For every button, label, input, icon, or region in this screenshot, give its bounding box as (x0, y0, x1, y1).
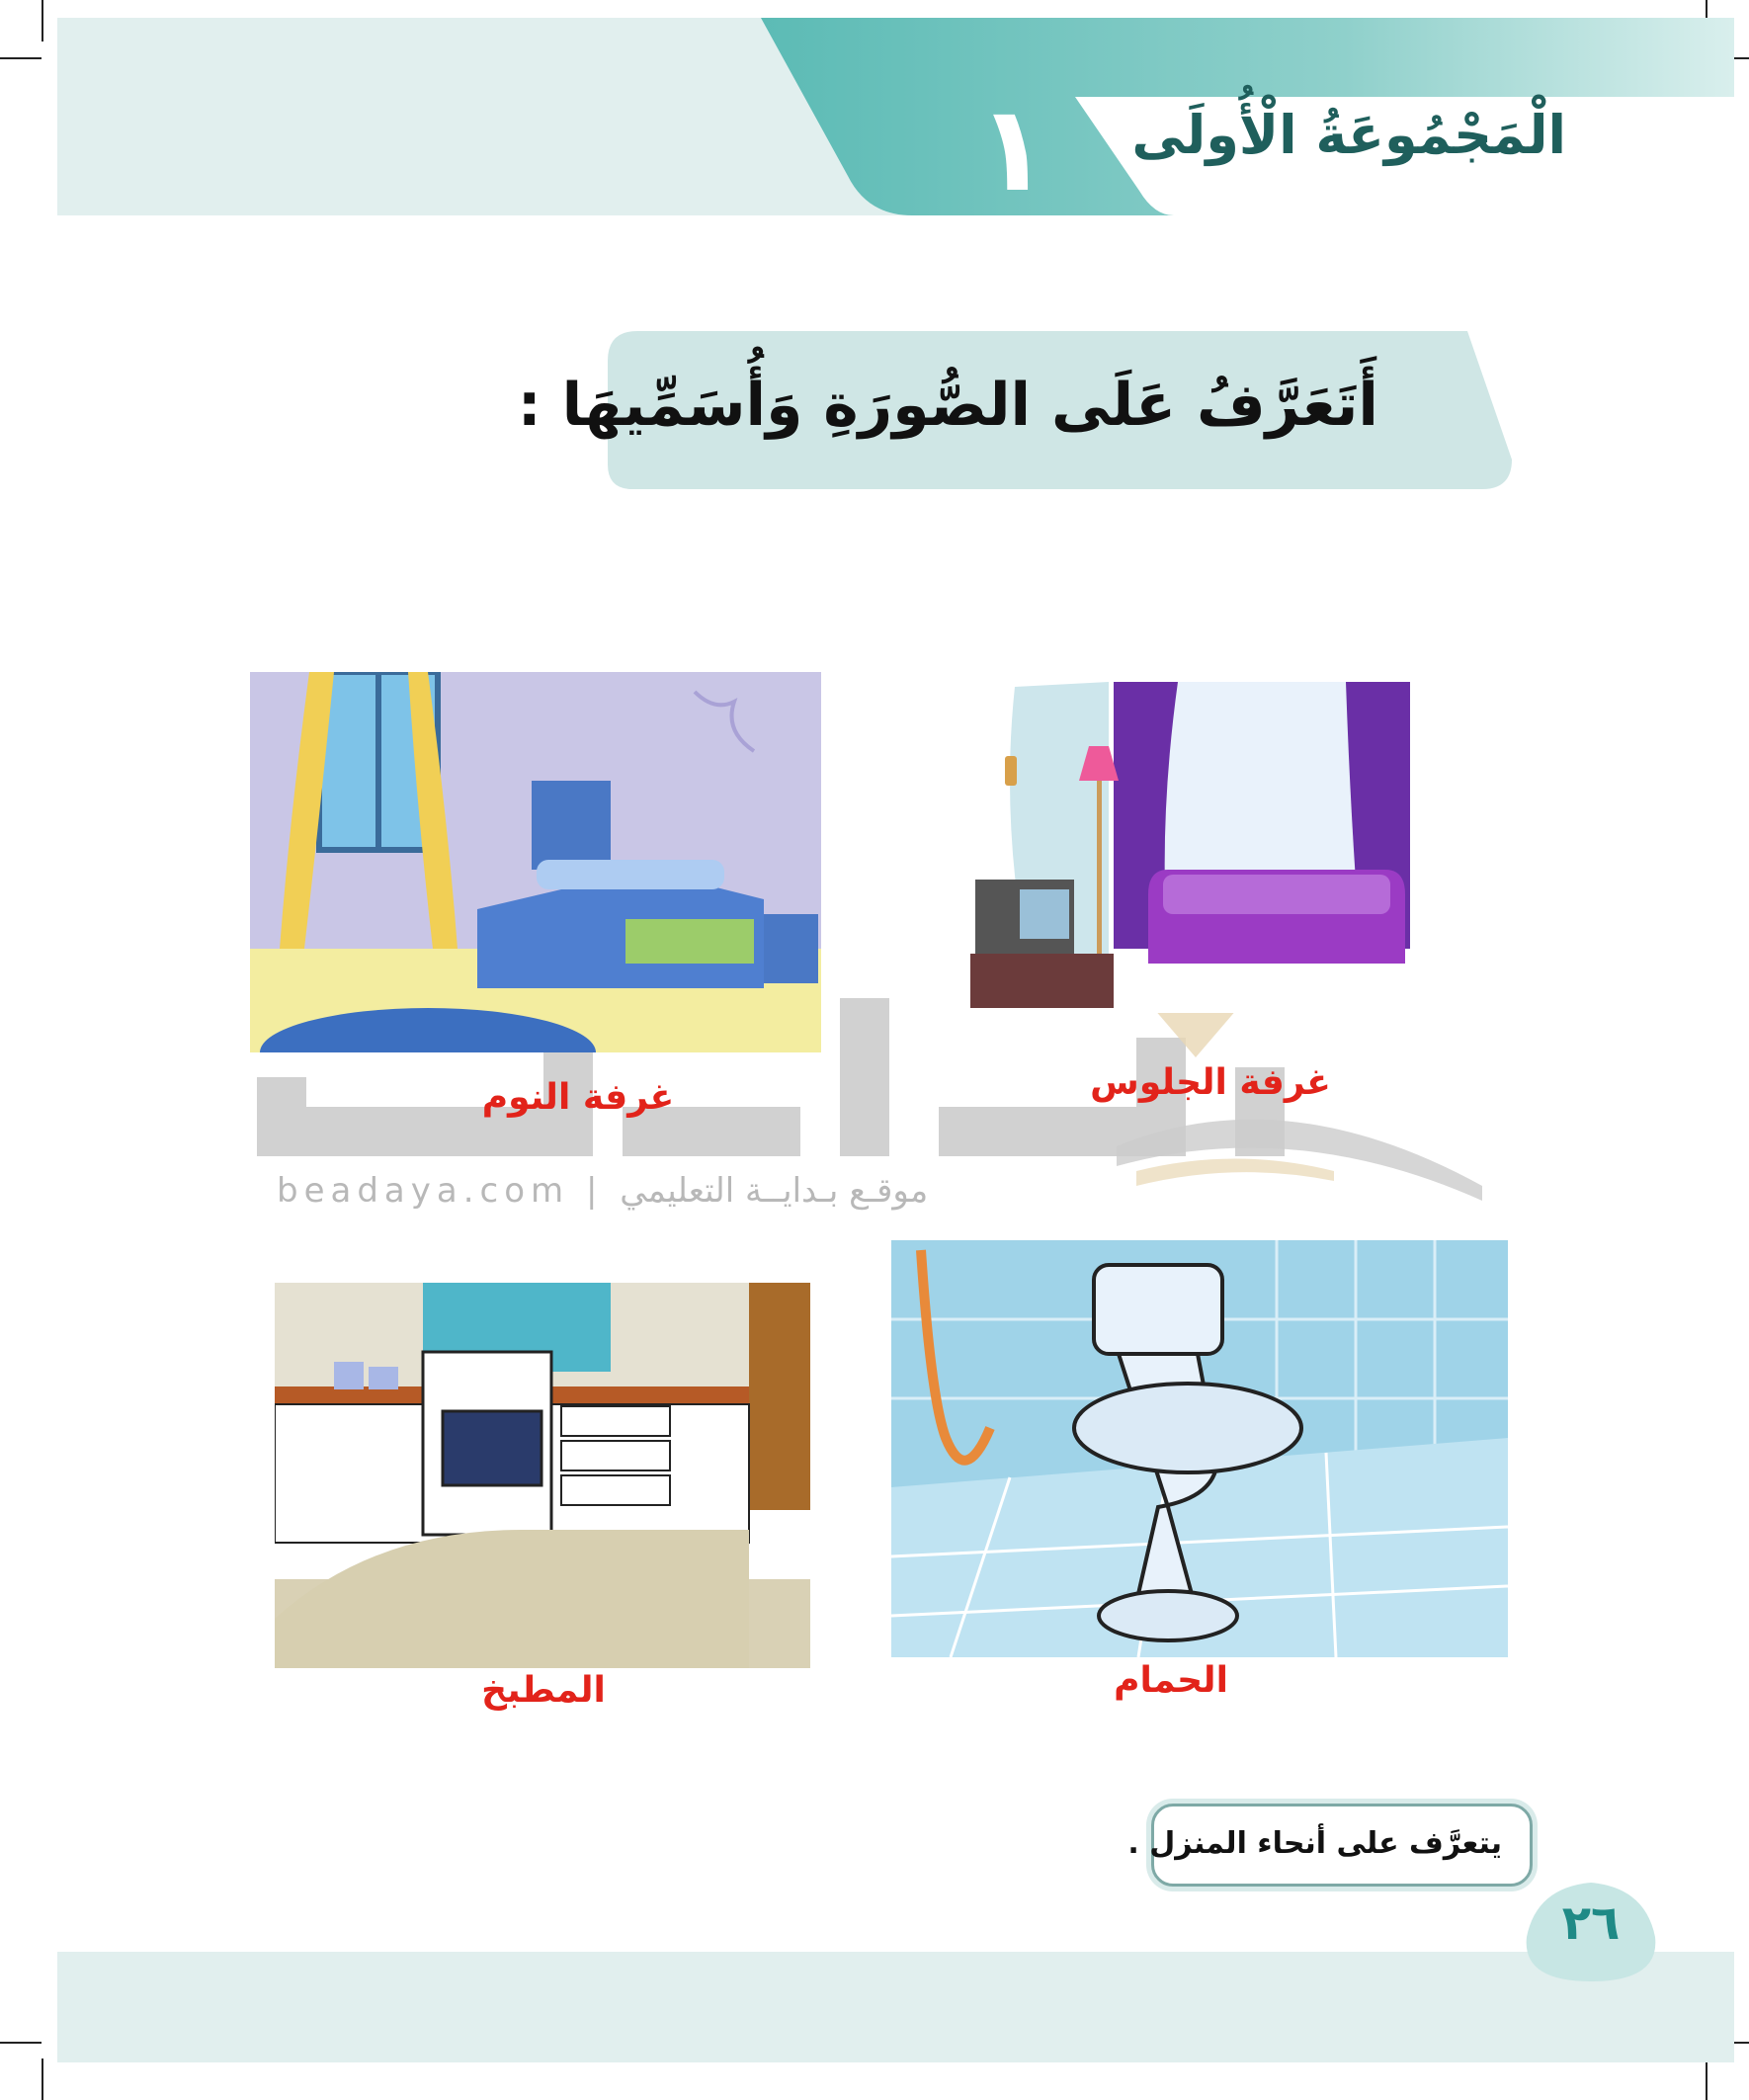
crop-mark (0, 57, 42, 59)
crop-mark (42, 2058, 43, 2100)
caption-kitchen: المطبخ (481, 1670, 606, 1711)
instruction-text: أَتَعَرَّفُ عَلَى الصُّورَةِ وَأُسَمِّيهَا : (517, 371, 1378, 440)
crop-mark (0, 2042, 42, 2044)
page-number: ٢٦ (1561, 1895, 1621, 1951)
unit-number: ١ (976, 81, 1049, 218)
caption-living-room: غرفة الجلوس (1090, 1062, 1331, 1103)
caption-bedroom: غرفة النوم (481, 1077, 675, 1118)
watermark-text: beadaya.com | موقـع بـدايــة التعليمي (277, 1171, 929, 1211)
objective-text: يتعرَّف على أنحاء المنزل . (1127, 1826, 1502, 1861)
footer-band (57, 1952, 1734, 2062)
bedroom-picture (250, 672, 821, 1052)
caption-bathroom: الحمام (1114, 1660, 1228, 1701)
crop-mark (42, 0, 43, 42)
group-title: الْمَجْمُوعَةُ الْأُولَى (1131, 104, 1566, 166)
crop-mark (1706, 2058, 1707, 2100)
living-room-picture (970, 677, 1440, 1013)
kitchen-picture (275, 1283, 810, 1668)
bathroom-picture (891, 1240, 1508, 1657)
